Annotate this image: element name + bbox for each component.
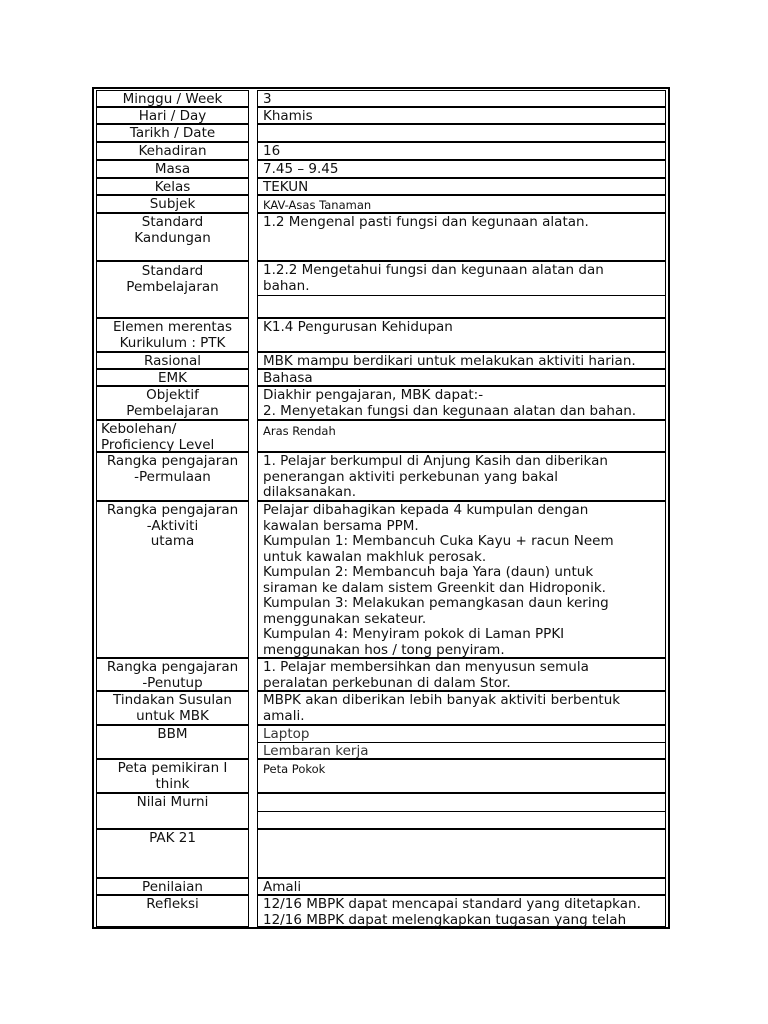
value-emk-cell [257,369,666,386]
value-date [258,125,665,126]
value-rationale-cell [257,352,666,369]
value-date-cell [257,124,666,142]
row-bbm [94,725,668,759]
value-emk: Bahasa [263,370,313,386]
label-objective: Objektif Pembelajaran [96,386,249,420]
value-time: 7.45 – 9.45 [263,161,339,177]
value-subject-cell [257,195,666,213]
row-cross-curricular [94,318,668,352]
value-proficiency: Aras Rendah [263,424,336,438]
value-day-cell [257,107,666,124]
value-moral-values [258,794,665,795]
value-attendance: 16 [263,143,281,159]
value-induction-cell [257,452,666,501]
cell-divider [258,811,665,812]
label-emk: EMK [96,369,249,386]
value-bbm-cell [257,725,666,759]
value-assessment-cell [257,878,666,895]
value-proficiency-cell [257,420,666,452]
row-class [94,178,668,195]
value-content-standard-cell [257,213,666,261]
value-bbm-1: Laptop [263,726,310,742]
label-attendance: Kehadiran [96,142,249,160]
label-week: Minggu / Week [96,90,249,107]
value-cross-curricular-cell [257,318,666,352]
value-pak21 [258,830,665,831]
lesson-plan-table [92,87,670,929]
row-thinking-map [94,759,668,793]
value-class: TEKUN [263,179,309,195]
row-assessment [94,878,668,895]
row-date [94,124,668,142]
label-reflection: Refleksi [96,895,249,927]
value-follow-up-cell [257,691,666,725]
value-time-cell [257,160,666,178]
label-content-standard: Standard Kandungan [96,213,249,261]
label-pak21: PAK 21 [96,829,249,878]
row-attendance [94,142,668,160]
label-follow-up: Tindakan Susulan untuk MBK [96,691,249,725]
value-rationale: MBK mampu berdikari untuk melakukan aktiviti harian. [263,353,636,369]
value-thinking-map: Peta Pokok [263,762,326,776]
value-subject: KAV-Asas Tanaman [263,198,372,212]
value-pak21-cell [257,829,666,878]
label-rationale: Rasional [96,352,249,369]
row-emk [94,369,668,386]
label-assessment: Penilaian [96,878,249,895]
value-attendance-cell [257,142,666,160]
row-subject [94,195,668,213]
label-moral-values: Nilai Murni [96,793,249,829]
value-objective-cell [257,386,666,420]
value-objective: Diakhir pengajaran, MBK dapat:- 2. Menyetakan fungsi dan kegunaan alatan dan bahan. [263,387,637,419]
row-main-activity [94,501,668,658]
value-day: Khamis [263,108,313,124]
label-cross-curricular: Elemen merentas Kurikulum : PTK [96,318,249,352]
value-learning-standard: 1.2.2 Mengetahui fungsi dan kegunaan alatan dan bahan. [263,262,604,294]
row-time [94,160,668,178]
value-induction: 1. Pelajar berkumpul di Anjung Kasih dan diberikan penerangan aktiviti perkebunan yang bakal dilaksanakan. [263,453,608,500]
label-class: Kelas [96,178,249,195]
label-learning-standard: Standard Pembelajaran [96,261,249,318]
value-learning-standard-cell [257,261,666,318]
row-pak21 [94,829,668,878]
row-objective [94,386,668,420]
value-main-activity-cell [257,501,666,658]
cell-divider [258,295,665,296]
value-reflection: 12/16 MBPK dapat mencapai standard yang ditetapkan. 12/16 MBPK dapat melengkapkan tugasan yang telah [263,896,641,928]
row-week [94,90,668,107]
value-thinking-map-cell [257,759,666,793]
label-day: Hari / Day [96,107,249,124]
row-proficiency [94,420,668,452]
value-closure: 1. Pelajar membersihkan dan menyusun semula peralatan perkebunan di dalam Stor. [263,659,589,691]
value-main-activity: Pelajar dibahagikan kepada 4 kumpulan dengan kawalan bersama PPM. Kumpulan 1: Membancuh Cuka Kayu + racun Neem untuk kawalan makhluk perosak. Kumpulan 2: Membancuh baja Yara (daun) untuk siraman ke dalam sistem Greenkit dan Hidroponik. Kumpulan 3: Melakukan pemangkasan daun kering menggunakan sekateur. Kumpulan 4: Menyiram pokok di Laman PPKI menggunakan hos / tong penyiram. [263,502,614,658]
value-assessment: Amali [263,879,302,895]
value-bbm-2: Lembaran kerja [263,743,369,759]
label-time: Masa [96,160,249,178]
value-week-cell [257,90,666,107]
value-closure-cell [257,658,666,691]
row-moral-values [94,793,668,829]
value-moral-values-cell [257,793,666,829]
row-induction [94,452,668,501]
row-day [94,107,668,124]
row-reflection [94,895,668,927]
row-rationale [94,352,668,369]
row-learning-standard [94,261,668,318]
row-closure [94,658,668,691]
value-week: 3 [263,91,272,107]
label-date: Tarikh / Date [96,124,249,142]
label-main-activity: Rangka pengajaran -Aktiviti utama [96,501,249,658]
value-content-standard: 1.2 Mengenal pasti fungsi dan kegunaan alatan. [263,214,589,230]
label-subject: Subjek [96,195,249,213]
row-content-standard [94,213,668,261]
value-reflection-cell [257,895,666,927]
label-induction: Rangka pengajaran -Permulaan [96,452,249,501]
row-follow-up [94,691,668,725]
label-closure: Rangka pengajaran -Penutup [96,658,249,691]
label-thinking-map: Peta pemikiran I think [96,759,249,793]
value-class-cell [257,178,666,195]
value-cross-curricular: K1.4 Pengurusan Kehidupan [263,319,453,335]
label-bbm: BBM [96,725,249,759]
value-follow-up: MBPK akan diberikan lebih banyak aktiviti berbentuk amali. [263,692,621,724]
label-proficiency: Kebolehan/ Proficiency Level [96,420,249,452]
